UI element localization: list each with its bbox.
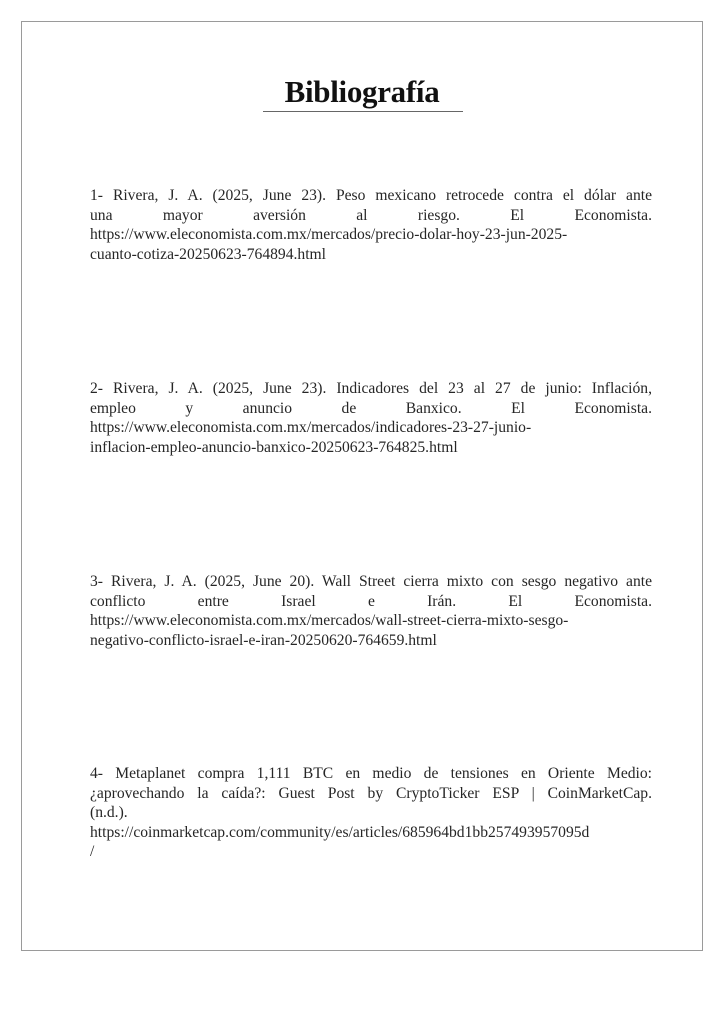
reference-item [90, 572, 652, 650]
reference-text-line: conflicto entre Israel e Irán. El Economista. [90, 592, 652, 610]
reference-item [90, 379, 652, 457]
reference-text-line: empleo y anuncio de Banxico. El Economista. [90, 399, 652, 417]
reference-url-line: inflacion-empleo-anuncio-banxico-20250623-764825.html [90, 438, 458, 456]
reference-text-line: ¿aprovechando la caída?: Guest Post by CryptoTicker ESP | CoinMarketCap. [90, 784, 652, 802]
page-title: Bibliografía [284, 74, 440, 109]
reference-item [90, 764, 652, 862]
reference-url-line: https://www.eleconomista.com.mx/mercados/wall-street-cierra-mixto-sesgo- [90, 612, 569, 629]
reference-text-line: una mayor aversión al riesgo. El Economista. [90, 206, 652, 224]
reference-url-line: negativo-conflicto-israel-e-iran-20250620-764659.html [90, 631, 437, 649]
reference-item [90, 186, 652, 264]
reference-url-line: cuanto-cotiza-20250623-764894.html [90, 245, 327, 263]
reference-text-line: (n.d.). [90, 804, 128, 821]
document-page [21, 21, 703, 951]
reference-text-line: 2- Rivera, J. A. (2025, June 23). Indicadores del 23 al 27 de junio: Inflación, [90, 380, 652, 397]
reference-text-line: 4- Metaplanet compra 1,111 BTC en medio de tensiones en Oriente Medio: [90, 765, 652, 782]
title-divider [263, 111, 463, 112]
reference-url-line: https://coinmarketcap.com/community/es/articles/685964bd1bb257493957095d [90, 823, 590, 841]
reference-url-line: / [90, 843, 95, 860]
reference-url-line: https://www.eleconomista.com.mx/mercados/indicadores-23-27-junio- [90, 419, 532, 436]
reference-text-line: 3- Rivera, J. A. (2025, June 20). Wall Street cierra mixto con sesgo negativo ante [90, 573, 652, 590]
reference-text-line: 1- Rivera, J. A. (2025, June 23). Peso mexicano retrocede contra el dólar ante [90, 187, 652, 204]
reference-url-line: https://www.eleconomista.com.mx/mercados/precio-dolar-hoy-23-jun-2025- [90, 226, 568, 243]
